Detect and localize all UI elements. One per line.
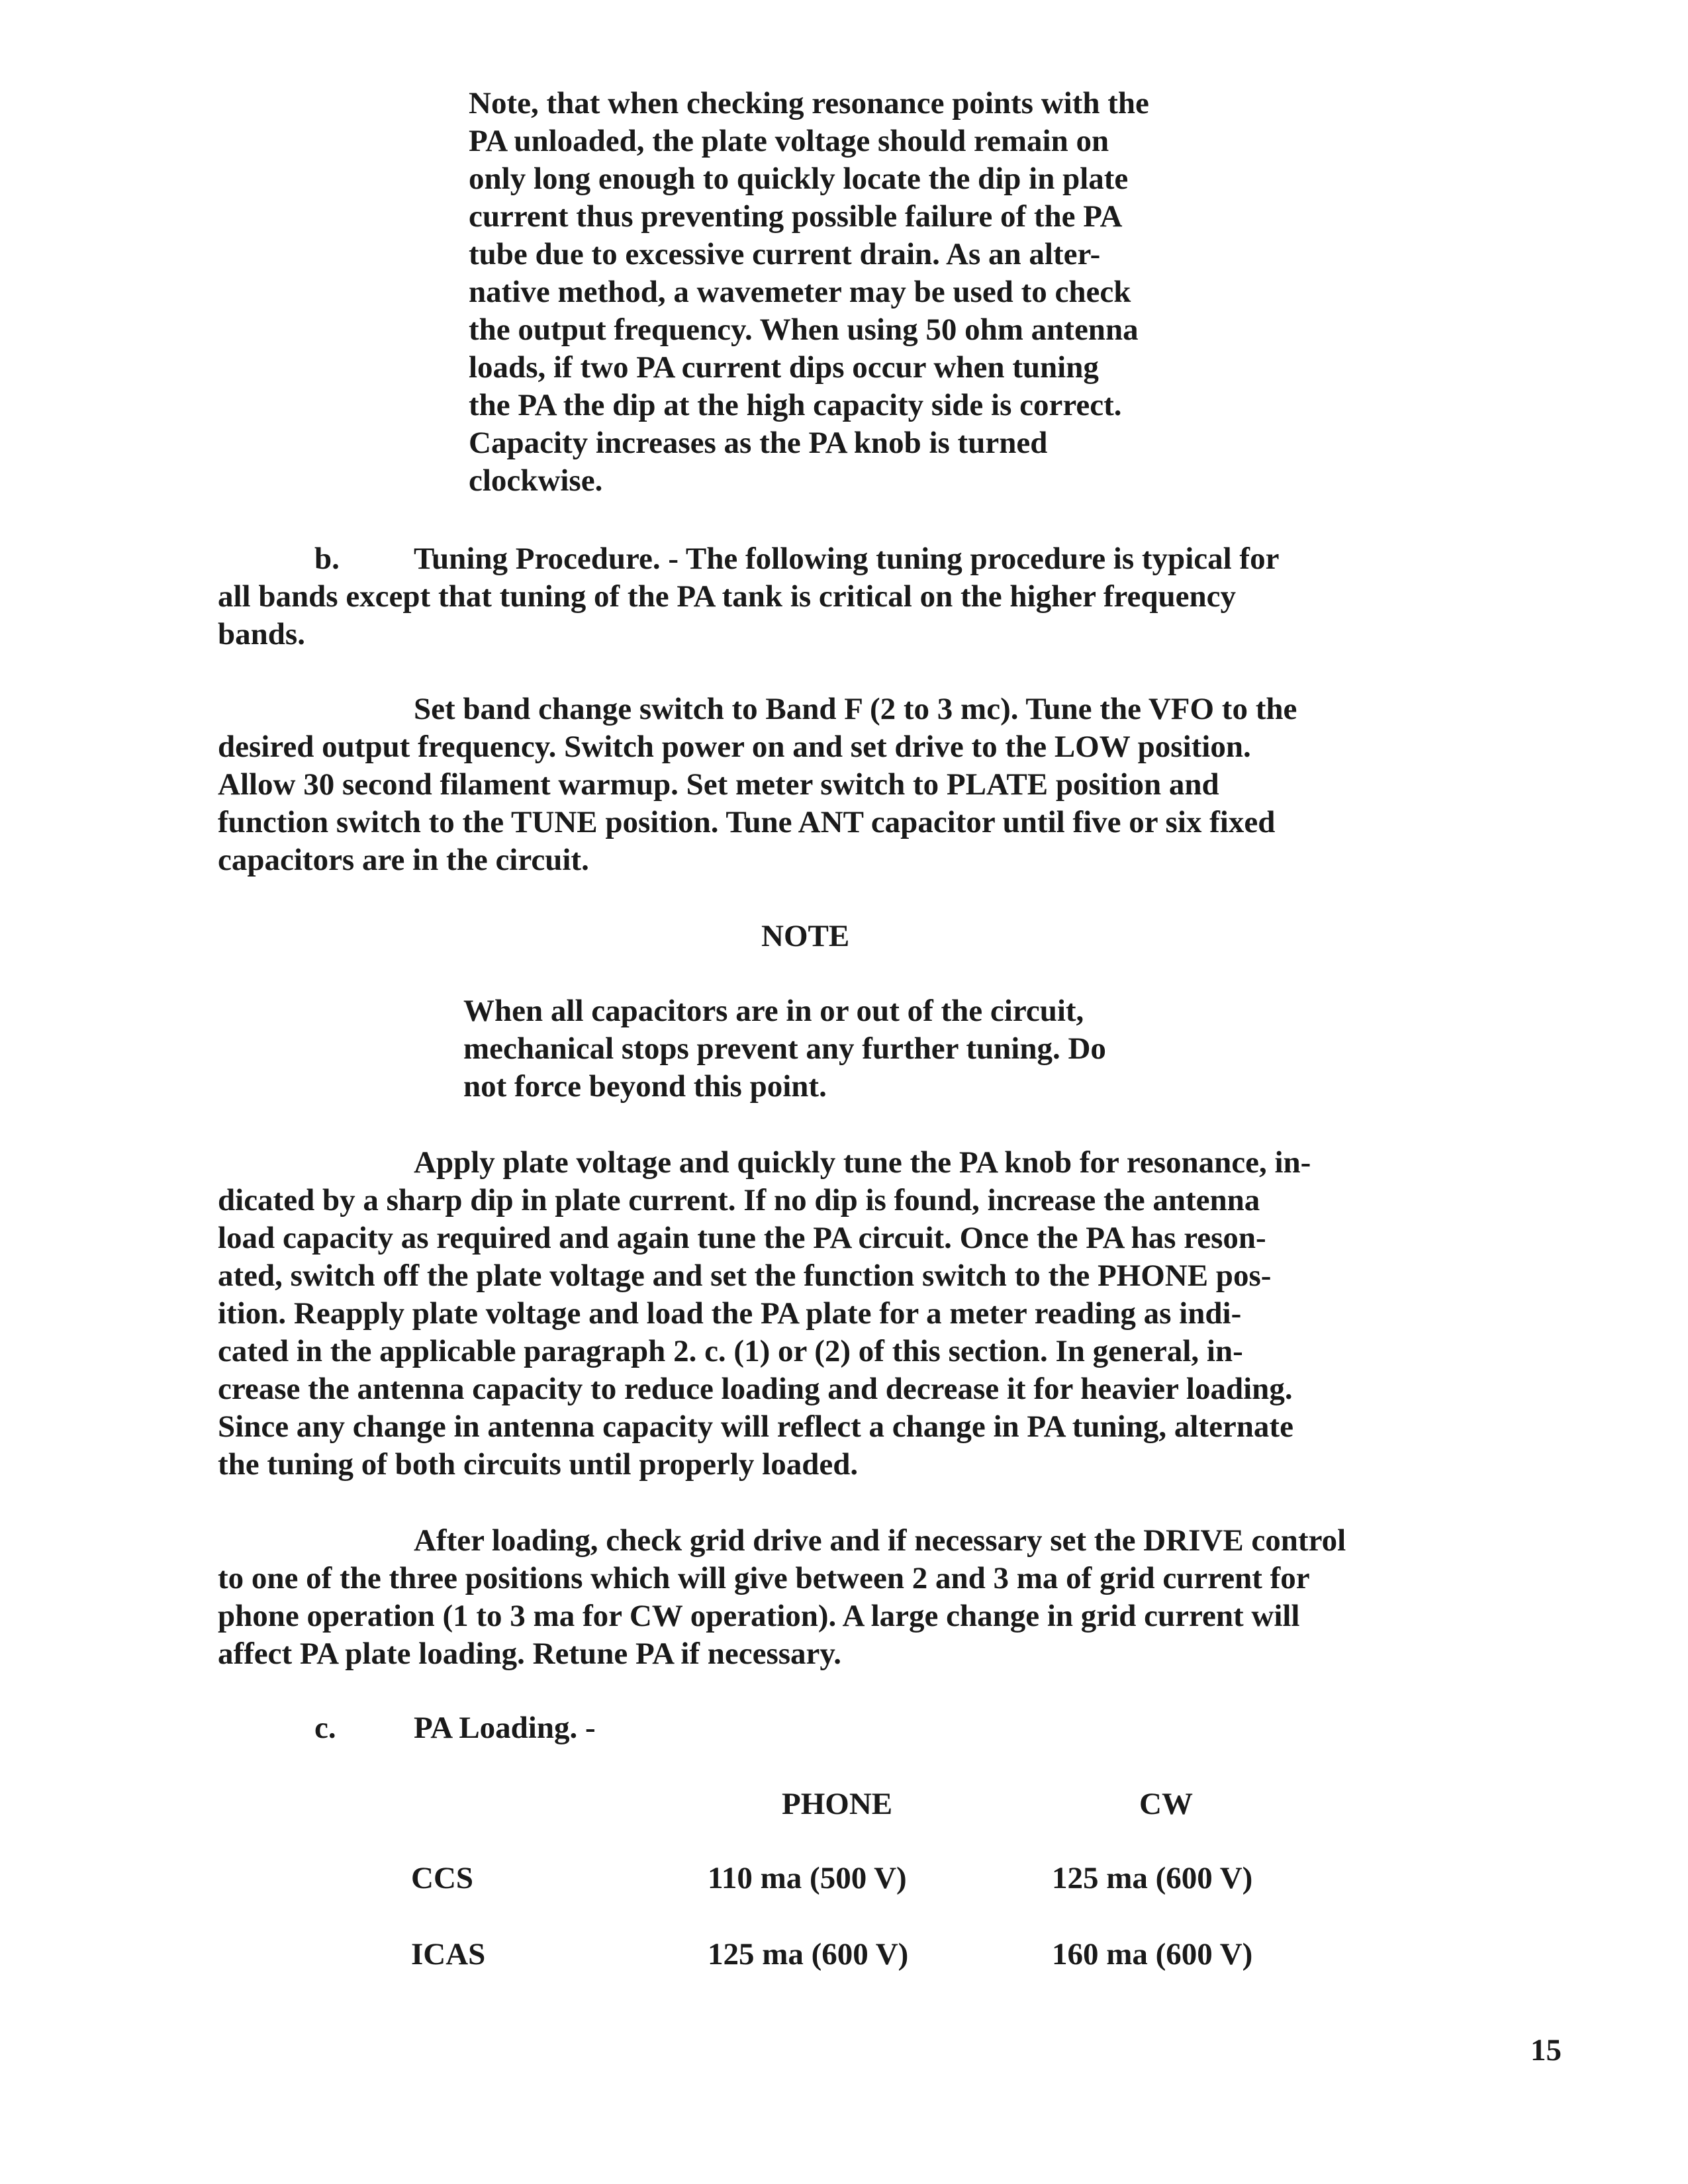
- note-heading: NOTE: [761, 919, 850, 953]
- page-number: 15: [1530, 2033, 1562, 2067]
- row-cw: 125 ma (600 V): [1052, 1861, 1253, 1895]
- row-phone: 125 ma (600 V): [708, 1937, 909, 1971]
- text-line: dicated by a sharp dip in plate current. If no dip is found, increase the antenna: [218, 1183, 1260, 1217]
- row-phone: 110 ma (500 V): [708, 1861, 907, 1895]
- text-line: the tuning of both circuits until properly loaded.: [218, 1447, 859, 1482]
- text-line: loads, if two PA current dips occur when tuning: [469, 350, 1099, 385]
- text-line: the PA the dip at the high capacity side is correct.: [469, 388, 1122, 422]
- text-line: affect PA plate loading. Retune PA if necessary.: [218, 1637, 842, 1671]
- section-b-label: b.: [314, 542, 340, 576]
- text-line: not force beyond this point.: [463, 1069, 827, 1104]
- text-line: mechanical stops prevent any further tuning. Do: [463, 1031, 1106, 1066]
- header-phone: PHONE: [782, 1787, 893, 1821]
- text-line: Since any change in antenna capacity will reflect a change in PA tuning, alternate: [218, 1409, 1293, 1444]
- note-paragraph: [469, 85, 1149, 500]
- text-line: Note, that when checking resonance points with the: [469, 86, 1149, 120]
- apply-first-line: Apply plate voltage and quickly tune the PA knob for resonance, in-: [414, 1145, 1311, 1180]
- text-line: all bands except that tuning of the PA tank is critical on the higher frequency: [218, 579, 1236, 614]
- text-line: Capacity increases as the PA knob is turned: [469, 426, 1048, 460]
- section-b-paragraph: [218, 578, 1236, 653]
- after-first-line: After loading, check grid drive and if necessary set the DRIVE control: [414, 1523, 1346, 1558]
- note2-paragraph: [463, 992, 1106, 1106]
- text-line: cated in the applicable paragraph 2. c. (1) or (2) of this section. In general, in-: [218, 1334, 1243, 1368]
- text-line: function switch to the TUNE position. Tune ANT capacitor until five or six fixed: [218, 805, 1276, 839]
- text-line: ition. Reapply plate voltage and load the PA plate for a meter reading as indi-: [218, 1296, 1242, 1331]
- text-line: to one of the three positions which will give between 2 and 3 ma of grid current for: [218, 1561, 1310, 1595]
- row-name: ICAS: [411, 1937, 486, 1971]
- text-line: only long enough to quickly locate the dip in plate: [469, 162, 1129, 196]
- after-paragraph: [218, 1560, 1310, 1673]
- apply-paragraph: [218, 1182, 1293, 1484]
- text-line: clockwise.: [469, 463, 603, 498]
- section-c-label: c.: [314, 1711, 336, 1745]
- text-line: load capacity as required and again tune the PA circuit. Once the PA has reson-: [218, 1221, 1266, 1255]
- row-cw: 160 ma (600 V): [1052, 1937, 1253, 1971]
- text-line: crease the antenna capacity to reduce loading and decrease it for heavier loading.: [218, 1372, 1293, 1406]
- section-b-first-line: Tuning Procedure. - The following tuning procedure is typical for: [414, 542, 1280, 576]
- section-c-title: PA Loading. -: [414, 1711, 596, 1745]
- set-band-paragraph: [218, 728, 1275, 879]
- text-line: Allow 30 second filament warmup. Set meter switch to PLATE position and: [218, 767, 1219, 802]
- header-cw: CW: [1139, 1787, 1193, 1821]
- text-line: current thus preventing possible failure of the PA: [469, 199, 1123, 234]
- row-name: CCS: [411, 1861, 474, 1895]
- text-line: native method, a wavemeter may be used to check: [469, 275, 1131, 309]
- text-line: phone operation (1 to 3 ma for CW operation). A large change in grid current will: [218, 1599, 1300, 1633]
- text-line: capacitors are in the circuit.: [218, 843, 589, 877]
- text-line: the output frequency. When using 50 ohm antenna: [469, 312, 1139, 347]
- text-line: desired output frequency. Switch power on and set drive to the LOW position.: [218, 730, 1251, 764]
- text-line: ated, switch off the plate voltage and set the function switch to the PHONE pos-: [218, 1258, 1272, 1293]
- text-line: bands.: [218, 617, 305, 651]
- text-line: When all capacitors are in or out of the circuit,: [463, 994, 1084, 1028]
- set-band-first-line: Set band change switch to Band F (2 to 3 mc). Tune the VFO to the: [414, 692, 1297, 726]
- text-line: PA unloaded, the plate voltage should remain on: [469, 124, 1109, 158]
- text-line: tube due to excessive current drain. As an alter-: [469, 237, 1101, 271]
